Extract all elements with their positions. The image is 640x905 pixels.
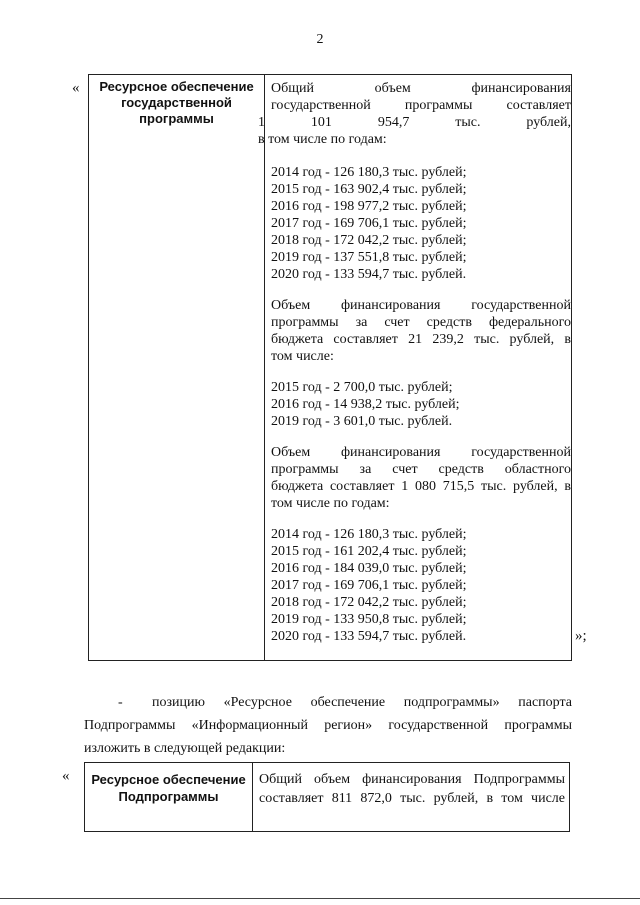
year-line: 2015 год - 161 202,4 тыс. рублей; [271, 544, 467, 559]
list-bullet: - [118, 695, 123, 710]
paragraph-line: позицию «Ресурсное обеспечение подпрограммы» паспорта [152, 695, 572, 710]
row-label [85, 771, 252, 805]
year-line: 2017 год - 169 706,1 тыс. рублей; [271, 578, 467, 593]
total-funding-line: государственной программы составляет [271, 98, 571, 113]
subprogram-resource-table [84, 762, 570, 832]
federal-funding-line: том числе: [271, 349, 334, 364]
opening-quote: « [72, 80, 80, 96]
year-line: 2015 год - 163 902,4 тыс. рублей; [271, 182, 467, 197]
subprogram-funding-line: Общий объем финансирования Подпрограммы [259, 772, 565, 787]
federal-funding-line: Объем финансирования государственной [271, 298, 571, 313]
row-label-line: Ресурсное обеспечение [99, 79, 254, 94]
year-line: 2014 год - 126 180,3 тыс. рублей; [271, 165, 467, 180]
paragraph-line: Подпрограммы «Информационный регион» государственной программы [84, 718, 572, 733]
regional-funding-line: программы за счет средств областного [271, 462, 571, 477]
row-label-line: программы [139, 111, 214, 126]
year-line: 2015 год - 2 700,0 тыс. рублей; [271, 380, 453, 395]
row-label-line: Подпрограммы [118, 789, 219, 804]
federal-funding-line: программы за счет средств федерального [271, 315, 571, 330]
year-line: 2019 год - 3 601,0 тыс. рублей. [271, 414, 453, 429]
year-line: 2020 год - 133 594,7 тыс. рублей. [271, 267, 467, 282]
year-line: 2014 год - 126 180,3 тыс. рублей; [271, 527, 467, 542]
page-number: 2 [316, 32, 324, 47]
year-line: 2016 год - 198 977,2 тыс. рублей; [271, 199, 467, 214]
opening-quote: « [62, 768, 70, 784]
year-line: 2016 год - 14 938,2 тыс. рублей; [271, 397, 460, 412]
year-line: 2018 год - 172 042,2 тыс. рублей; [271, 233, 467, 248]
row-label-line: Ресурсное обеспечение [91, 772, 246, 787]
total-funding-line: 1 101 954,7 тыс. рублей, [258, 115, 571, 130]
page-bottom-rule [0, 898, 640, 899]
column-divider [264, 75, 265, 660]
year-line: 2019 год - 133 950,8 тыс. рублей; [271, 612, 467, 627]
total-funding-line: в том числе по годам: [258, 132, 387, 147]
row-label [89, 79, 264, 127]
regional-funding-line: бюджета составляет 1 080 715,5 тыс. рублей, в [271, 479, 571, 494]
federal-funding-line: бюджета составляет 21 239,2 тыс. рублей, в [271, 332, 571, 347]
closing-quote: »; [575, 628, 587, 644]
year-line: 2017 год - 169 706,1 тыс. рублей; [271, 216, 467, 231]
regional-funding-line: Объем финансирования государственной [271, 445, 571, 460]
year-line: 2016 год - 184 039,0 тыс. рублей; [271, 561, 467, 576]
column-divider [252, 763, 253, 831]
row-label-line: государственной [121, 95, 232, 110]
regional-funding-line: том числе по годам: [271, 496, 390, 511]
year-line: 2019 год - 137 551,8 тыс. рублей; [271, 250, 467, 265]
year-line: 2020 год - 133 594,7 тыс. рублей. [271, 629, 467, 644]
total-funding-line: Общий объем финансирования [271, 81, 571, 96]
subprogram-funding-line: составляет 811 872,0 тыс. рублей, в том числе [259, 791, 565, 806]
year-line: 2018 год - 172 042,2 тыс. рублей; [271, 595, 467, 610]
paragraph-line: изложить в следующей редакции: [84, 741, 286, 756]
